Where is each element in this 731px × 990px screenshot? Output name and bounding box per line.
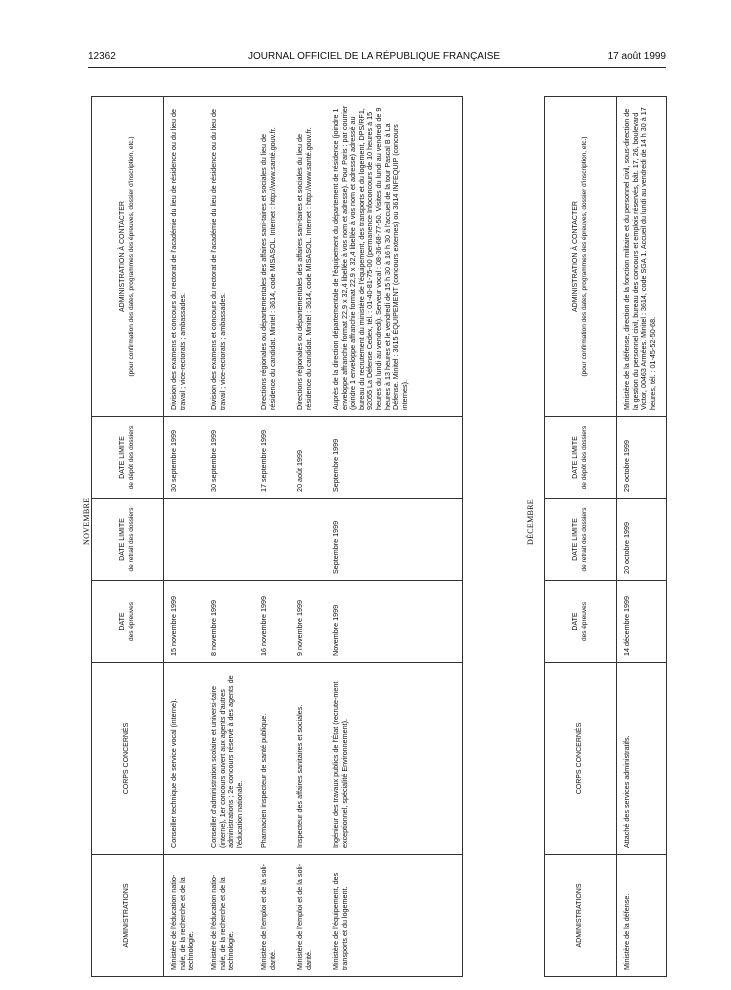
cell-date: 15 novembre 1999 [164, 581, 204, 663]
col-header-retrait-sub: de retrait des dossiers [580, 507, 588, 572]
table-row [617, 97, 667, 977]
col-header-date [92, 581, 164, 663]
novembre-table [91, 96, 463, 977]
col-header-depot-main: DATE LIMITE [119, 436, 127, 479]
cell-contact: Division des examens et concours du rectorat de l'académie du lieu de résidence ou du lieu de travail ; vice-rectorats ; ambassades. [204, 97, 254, 417]
publication-date: 17 août 1999 [607, 51, 666, 62]
col-header-administrations: ADMINISTRATIONS [545, 855, 617, 977]
table-row [254, 97, 290, 977]
col-header-contact-main: ADMINISTRATION À CONTACTER [572, 201, 580, 312]
cell-corps: Pharmacien inspecteur de santé publique. [254, 663, 290, 855]
page-header [88, 51, 666, 67]
novembre-table-wrapper [91, 97, 463, 977]
cell-date: 9 novembre 1999 [290, 581, 326, 663]
cell-contact: Directions régionales ou départementales des affaires sani-taires et sociales du lieu de résidence du candidat. Minitel : 3614, code MISASOL. Internet : http://www.santé.gouv.fr. [254, 97, 290, 417]
col-header-corps: CORPS CONCERNÉS [545, 663, 617, 855]
cell-depot: 20 août 1999 [290, 417, 326, 499]
cell-contact: Auprès de la direction départementale de l'équipement du département de résidence (joindre 1 enveloppe affranchie format 22,9 x 32,4 libellée à vos nom et adresse). Pour Paris : par courrier (joindre 1 enveloppe affranchie format 22,9 x 32,4 libellée à vos nom et adresse) adressé au bureau du recrutement du ministère de l'équipement, des transports et du logement, DPS/RF1, 92055 La Défense Cedex, tél. : 01-40-81-75-00 (permanence Infoconcours de 10 heures à 15 heures du lundi au vendredi). Serveur vocal : 08-36-68-77-50. Visites du lundi au vendredi de 9 heures à 13 heures et le vendredi de 15 h 30 à 16 h 30 à l'accueil de la tour Pascal B à La Défense. Minitel : 3615 ÉQUIPEMENT (concours externes) ou 3614 INFEQUIP (concours internes). [326, 97, 463, 417]
cell-depot: 29 octobre 1999 [617, 417, 667, 499]
cell-retrait: 20 octobre 1999 [617, 499, 667, 581]
col-header-retrait-sub: de retrait des dossiers [127, 507, 135, 572]
cell-contact: Division des examens et concours du rectorat de l'académie du lieu de résidence ou du lieu de travail ; vice-rectorats ; ambassades. [164, 97, 204, 417]
cell-corps: Inspecteur des affaires sanitaires et sociales. [290, 663, 326, 855]
col-header-corps: CORPS CONCERNÉS [92, 663, 164, 855]
table-row [164, 97, 204, 977]
cell-administration: Ministère de l'emploi et de la soli-darité. [290, 855, 326, 977]
journal-title: JOURNAL OFFICIEL DE LA RÉPUBLIQUE FRANÇAISE [248, 51, 501, 62]
col-header-depot-main: DATE LIMITE [572, 436, 580, 479]
cell-administration: Ministère de la défense. [617, 855, 667, 977]
cell-retrait [164, 499, 204, 581]
table-header-row [545, 97, 617, 977]
cell-retrait [254, 499, 290, 581]
cell-retrait: Septembre 1999 [326, 499, 463, 581]
col-header-date [545, 581, 617, 663]
cell-date: 14 décembre 1999 [617, 581, 667, 663]
cell-date: 16 novembre 1999 [254, 581, 290, 663]
cell-depot: Septembre 1999 [326, 417, 463, 499]
cell-contact: Ministère de la défense, direction de la fonction militaire et du personnel civil, sous-direction de la gestion du personnel civil, bureau des concours et emplois réservés, bât. 17, 26, boulevard Victor, 00463 Armées. Minitel : 3614, code SGA 1. Accueil du lundi au vendredi de 14 h 30 à 17 heures, tél. : 01-45-52-50-68. [617, 97, 667, 417]
col-header-contact-main: ADMINISTRATION À CONTACTER [119, 201, 127, 312]
col-header-retrait-main: DATE LIMITE [572, 518, 580, 561]
cell-date: 8 novembre 1999 [204, 581, 254, 663]
col-header-depot-sub: de dépôt des dossiers [127, 425, 135, 490]
cell-retrait [290, 499, 326, 581]
table-row [204, 97, 254, 977]
header-rule [88, 67, 666, 68]
cell-depot: 30 septembre 1999 [164, 417, 204, 499]
col-header-depot-sub: de dépôt des dossiers [580, 425, 588, 490]
cell-corps: Attaché des services administratifs. [617, 663, 667, 855]
decembre-table [544, 96, 667, 977]
col-header-retrait-main: DATE LIMITE [119, 518, 127, 561]
cell-corps: Conseiller technique de service vocal (interne). [164, 663, 204, 855]
col-header-depot [545, 417, 617, 499]
cell-retrait [204, 499, 254, 581]
cell-administration: Ministère de l'emploi et de la soli-darité. [254, 855, 290, 977]
col-header-administrations: ADMINISTRATIONS [92, 855, 164, 977]
table-header-row [92, 97, 164, 977]
col-header-contact [92, 97, 164, 417]
decembre-table-wrapper [544, 97, 666, 977]
col-header-depot [92, 417, 164, 499]
page-number: 12362 [88, 51, 116, 62]
col-header-retrait [545, 499, 617, 581]
cell-corps: Ingénieur des travaux publics de l'État (recrute-ment exceptionnel, spécialité Environnement). [326, 663, 463, 855]
table-row [290, 97, 326, 977]
col-header-date-main: DATE [119, 612, 127, 631]
col-header-retrait [92, 499, 164, 581]
cell-administration: Ministère de l'éducation natio-nale, de la recherche et de la technologie. [164, 855, 204, 977]
cell-administration: Ministère de l'équipement, des transports et du logement. [326, 855, 463, 977]
cell-depot: 17 septembre 1999 [254, 417, 290, 499]
cell-administration: Ministère de l'éducation natio-nale, de la recherche et de la technologie. [204, 855, 254, 977]
col-header-contact-sub: (pour confirmation des dates, programmes des épreuves, dossier d'inscription, etc.) [580, 136, 588, 377]
col-header-contact [545, 97, 617, 417]
section-title-decembre: DÉCEMBRE [526, 499, 535, 545]
cell-contact: Directions régionales ou départementales des affaires sani-taires et sociales du lieu de résidence du candidat. Minitel : 3614, code MISASOL. Internet : http://www.santé.gouv.fr. [290, 97, 326, 417]
col-header-date-sub: des épreuves [127, 601, 135, 642]
cell-corps: Conseiller d'administration scolaire et universi-taire (interne), 1er concours ouvert aux agents d'autres administrations ; 2e concours réservé à des agents de l'éducation nationale. [204, 663, 254, 855]
cell-depot: 30 septembre 1999 [204, 417, 254, 499]
cell-date: Novembre 1999 [326, 581, 463, 663]
col-header-contact-sub: (pour confirmation des dates, programmes des épreuves, dossier d'inscription, etc.) [127, 136, 135, 377]
col-header-date-main: DATE [572, 612, 580, 631]
col-header-date-sub: des épreuves [580, 601, 588, 642]
section-title-novembre: NOVEMBRE [82, 497, 91, 545]
table-row [326, 97, 463, 977]
